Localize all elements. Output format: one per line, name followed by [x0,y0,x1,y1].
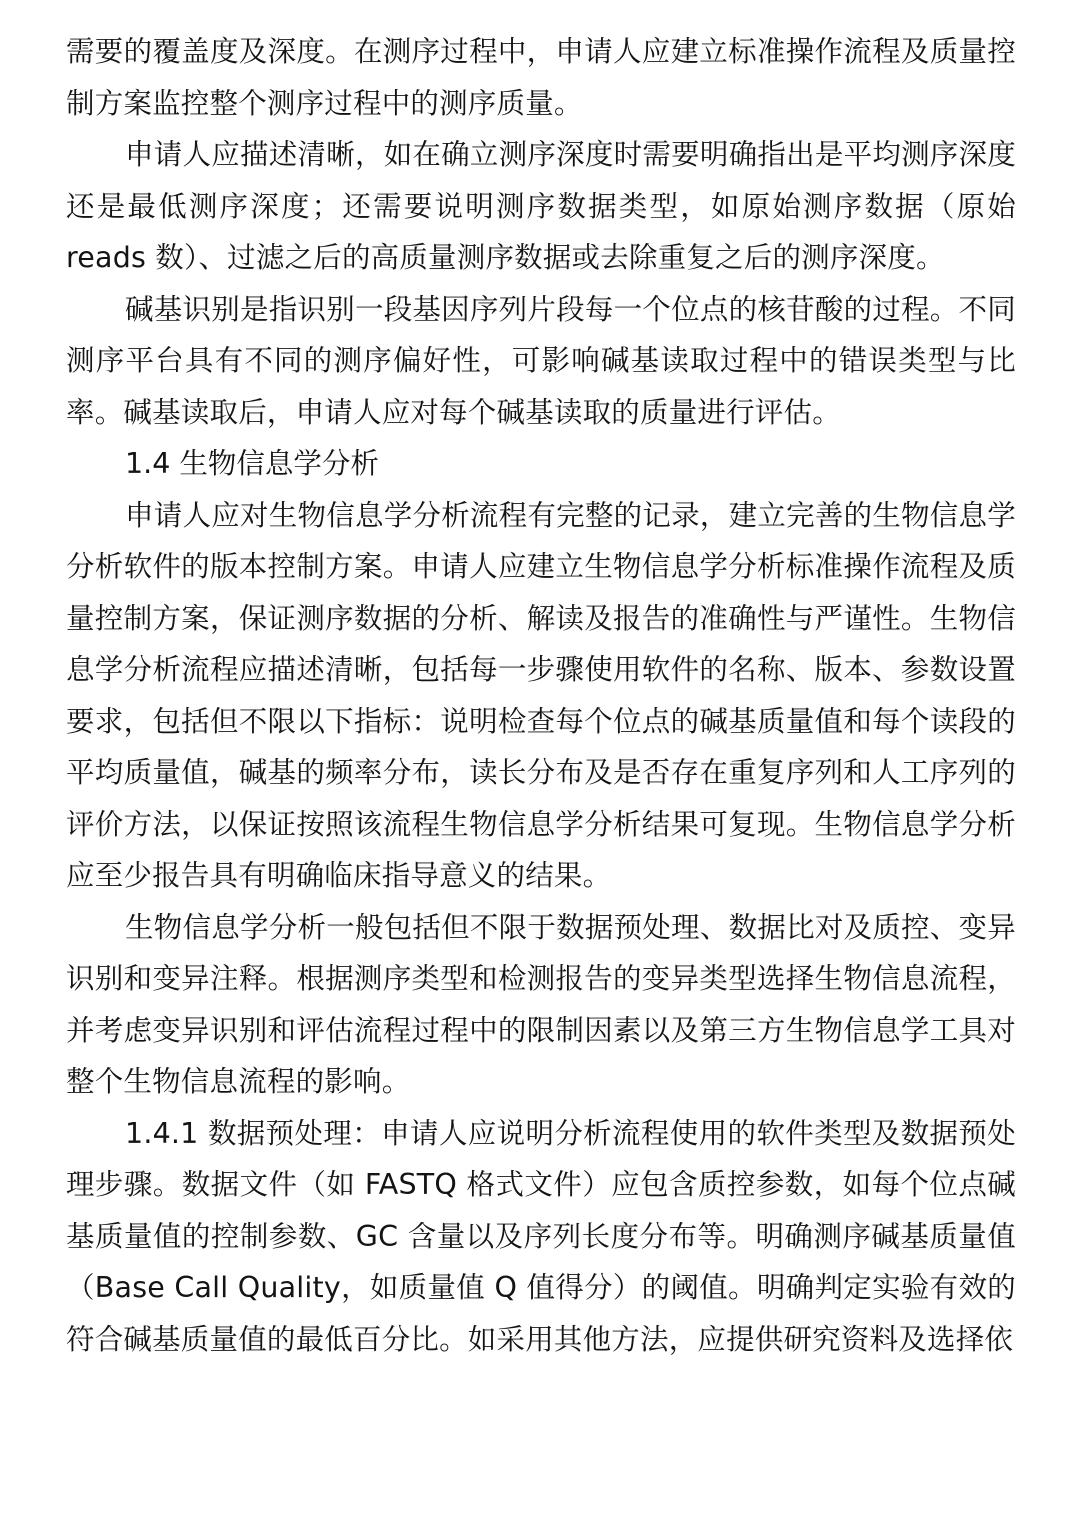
paragraph-bioinformatics-scope: 生物信息学分析一般包括但不限于数据预处理、数据比对及质控、变异识别和变异注释。根据测序类型和检测报告的变异类型选择生物信息流程，并考虑变异识别和评估流程过程中的限制因素以及第三方生物信息学工具对整个生物信息流程的影响。 [66,910,1016,1098]
paragraph-sequencing-depth: 申请人应描述清晰，如在确立测序深度时需要明确指出是平均测序深度还是最低测序深度；还需要说明测序数据类型，如原始测序数据（原始 reads 数）、过滤之后的高质量测序数据或去除重复之后的测序深度。 [66,138,1016,274]
section-heading-bioinformatics: 1.4 生物信息学分析 [125,447,379,480]
paragraph-base-calling: 碱基识别是指识别一段基因序列片段每一个位点的核苷酸的过程。不同测序平台具有不同的测序偏好性，可影响碱基读取过程中的错误类型与比率。碱基读取后，申请人应对每个碱基读取的质量进行评估。 [66,292,1016,429]
paragraph-bioinformatics-records: 申请人应对生物信息学分析流程有完整的记录，建立完善的生物信息学分析软件的版本控制方案。申请人应建立生物信息学分析标准操作流程及质量控制方案，保证测序数据的分析、解读及报告的准确性与严谨性。生物信息学分析流程应描述清晰，包括每一步骤使用软件的名称、版本、参数设置要求，包括但不限以下指标：说明检查每个位点的碱基质量值和每个读段的平均质量值，碱基的频率分布，读长分布及是否存在重复序列和人工序列的评价方法，以保证按照该流程生物信息学分析结果可复现。生物信息学分析应至少报告具有明确临床指导意义的结果。 [66,498,1016,892]
document-page [66,26,1016,1365]
paragraph-data-preprocessing: 1.4.1 数据预处理：申请人应说明分析流程使用的软件类型及数据预处理步骤。数据文件（如 FASTQ 格式文件）应包含质控参数，如每个位点碱基质量值的控制参数、GC 含量以及序列长度分布等。明确测序碱基质量值（Base Call Quality，如质量值 Q 值得分）的阈值。明确判定实验有效的符合碱基质量值的最低百分比。如采用其他方法，应提供研究资料及选择依 [66,1116,1016,1356]
paragraph-coverage-continuation: 需要的覆盖度及深度。在测序过程中，申请人应建立标准操作流程及质量控制方案监控整个测序过程中的测序质量。 [66,35,1016,120]
